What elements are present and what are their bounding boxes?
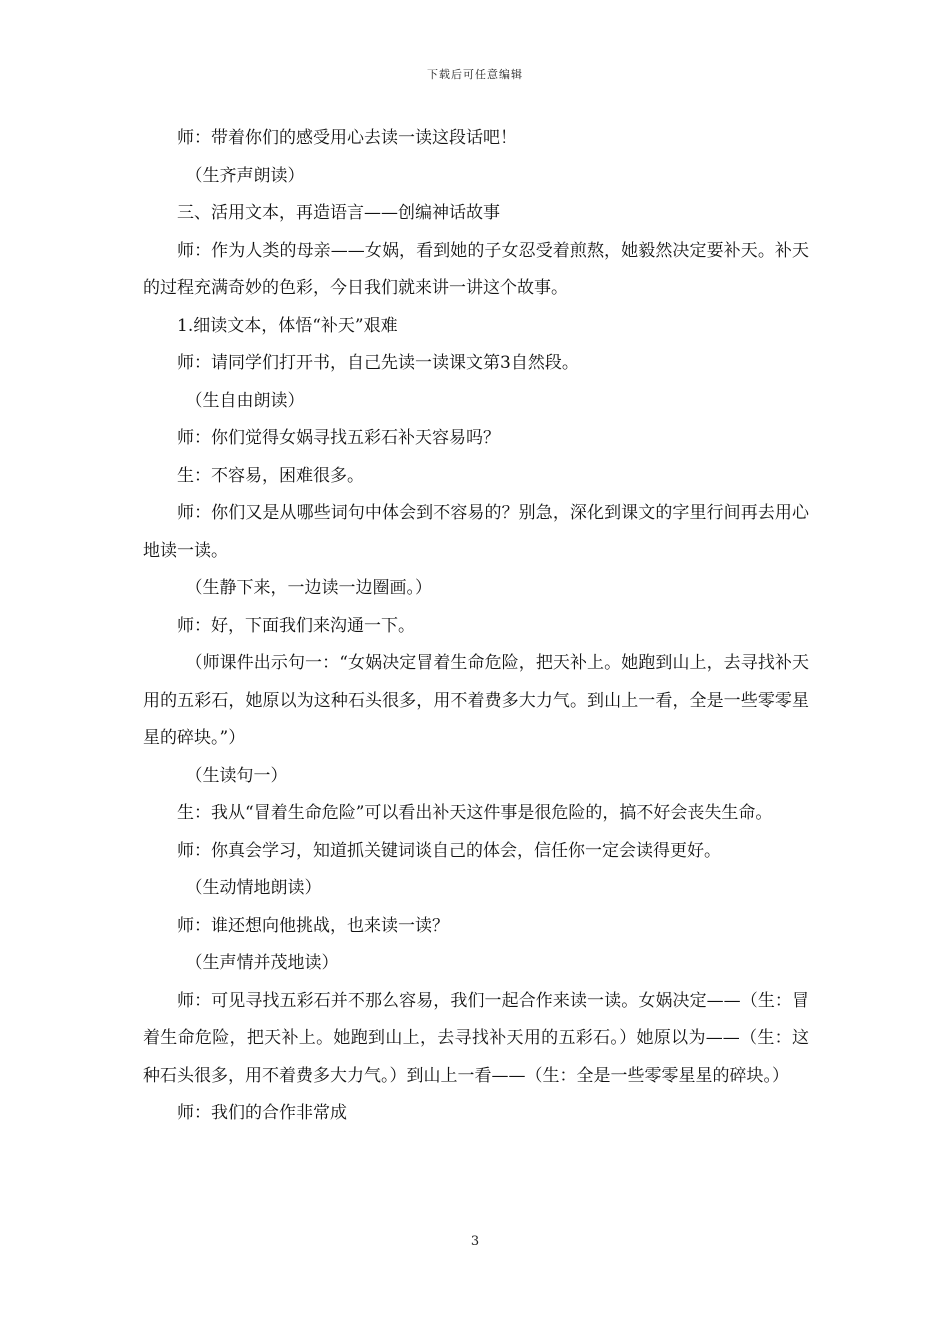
section-heading: 三、活用文本，再造语言——创编神话故事 [177, 203, 500, 223]
paragraph: 生：我从“冒着生命危险”可以看出补天这件事是很危险的，搞不好会丧失生命。 [177, 803, 773, 823]
paragraph: 师：作为人类的母亲——女娲，看到她的子女忍受着煎熬，她毅然决定要补天。补天的过程充满奇妙的色彩，今日我们就来讲一讲这个故事。 [143, 240, 809, 298]
paragraph: （生自由朗读） [185, 390, 305, 411]
page-number: 3 [470, 1234, 480, 1249]
paragraph: 师：带着你们的感受用心去读一读这段话吧！ [177, 128, 517, 148]
paragraph: 师：好，下面我们来沟通一下。 [177, 615, 415, 636]
paragraph: （生读句一） [185, 765, 288, 786]
document-body [143, 120, 809, 1133]
paragraph: 师：你们又是从哪些词句中体会到不容易的？别急，深化到课文的字里行间再去用心地读一读。 [143, 503, 809, 561]
subsection-heading: 1.细读文本，体悟“补天”艰难 [177, 315, 398, 336]
paragraph: （生静下来，一边读一边圈画。） [185, 578, 432, 598]
paragraph: 师：谁还想向他挑战，也来读一读？ [177, 915, 449, 936]
page-header: 下载后可任意编辑 [427, 68, 523, 81]
paragraph: 师：你们觉得女娲寻找五彩石补天容易吗？ [177, 428, 500, 448]
paragraph: （师课件出示句一：“女娲决定冒着生命危险，把天补上。她跑到山上，去寻找补天用的五彩石，她原以为这种石头很多，用不着费多大力气。到山上一看，全是一些零零星星的碎块。”） [143, 653, 809, 748]
paragraph: 生：不容易，困难很多。 [177, 465, 364, 486]
paragraph: 师：你真会学习，知道抓关键词谈自己的体会，信任你一定会读得更好。 [177, 840, 721, 861]
paragraph: 师：请同学们打开书，自己先读一读课文第3自然段。 [177, 353, 579, 373]
paragraph: 师：我们的合作非常成 [177, 1103, 347, 1123]
paragraph: （生声情并茂地读） [185, 953, 339, 973]
paragraph: 师：可见寻找五彩石并不那么容易，我们一起合作来读一读。女娲决定——（生：冒着生命危险，把天补上。她跑到山上，去寻找补天用的五彩石。）她原以为——（生：这种石头很多，用不着费多大力气。）到山上一看——（生：全是一些零零星星的碎块。） [143, 990, 809, 1086]
paragraph: （生动情地朗读） [185, 878, 322, 898]
paragraph: （生齐声朗读） [185, 165, 305, 186]
